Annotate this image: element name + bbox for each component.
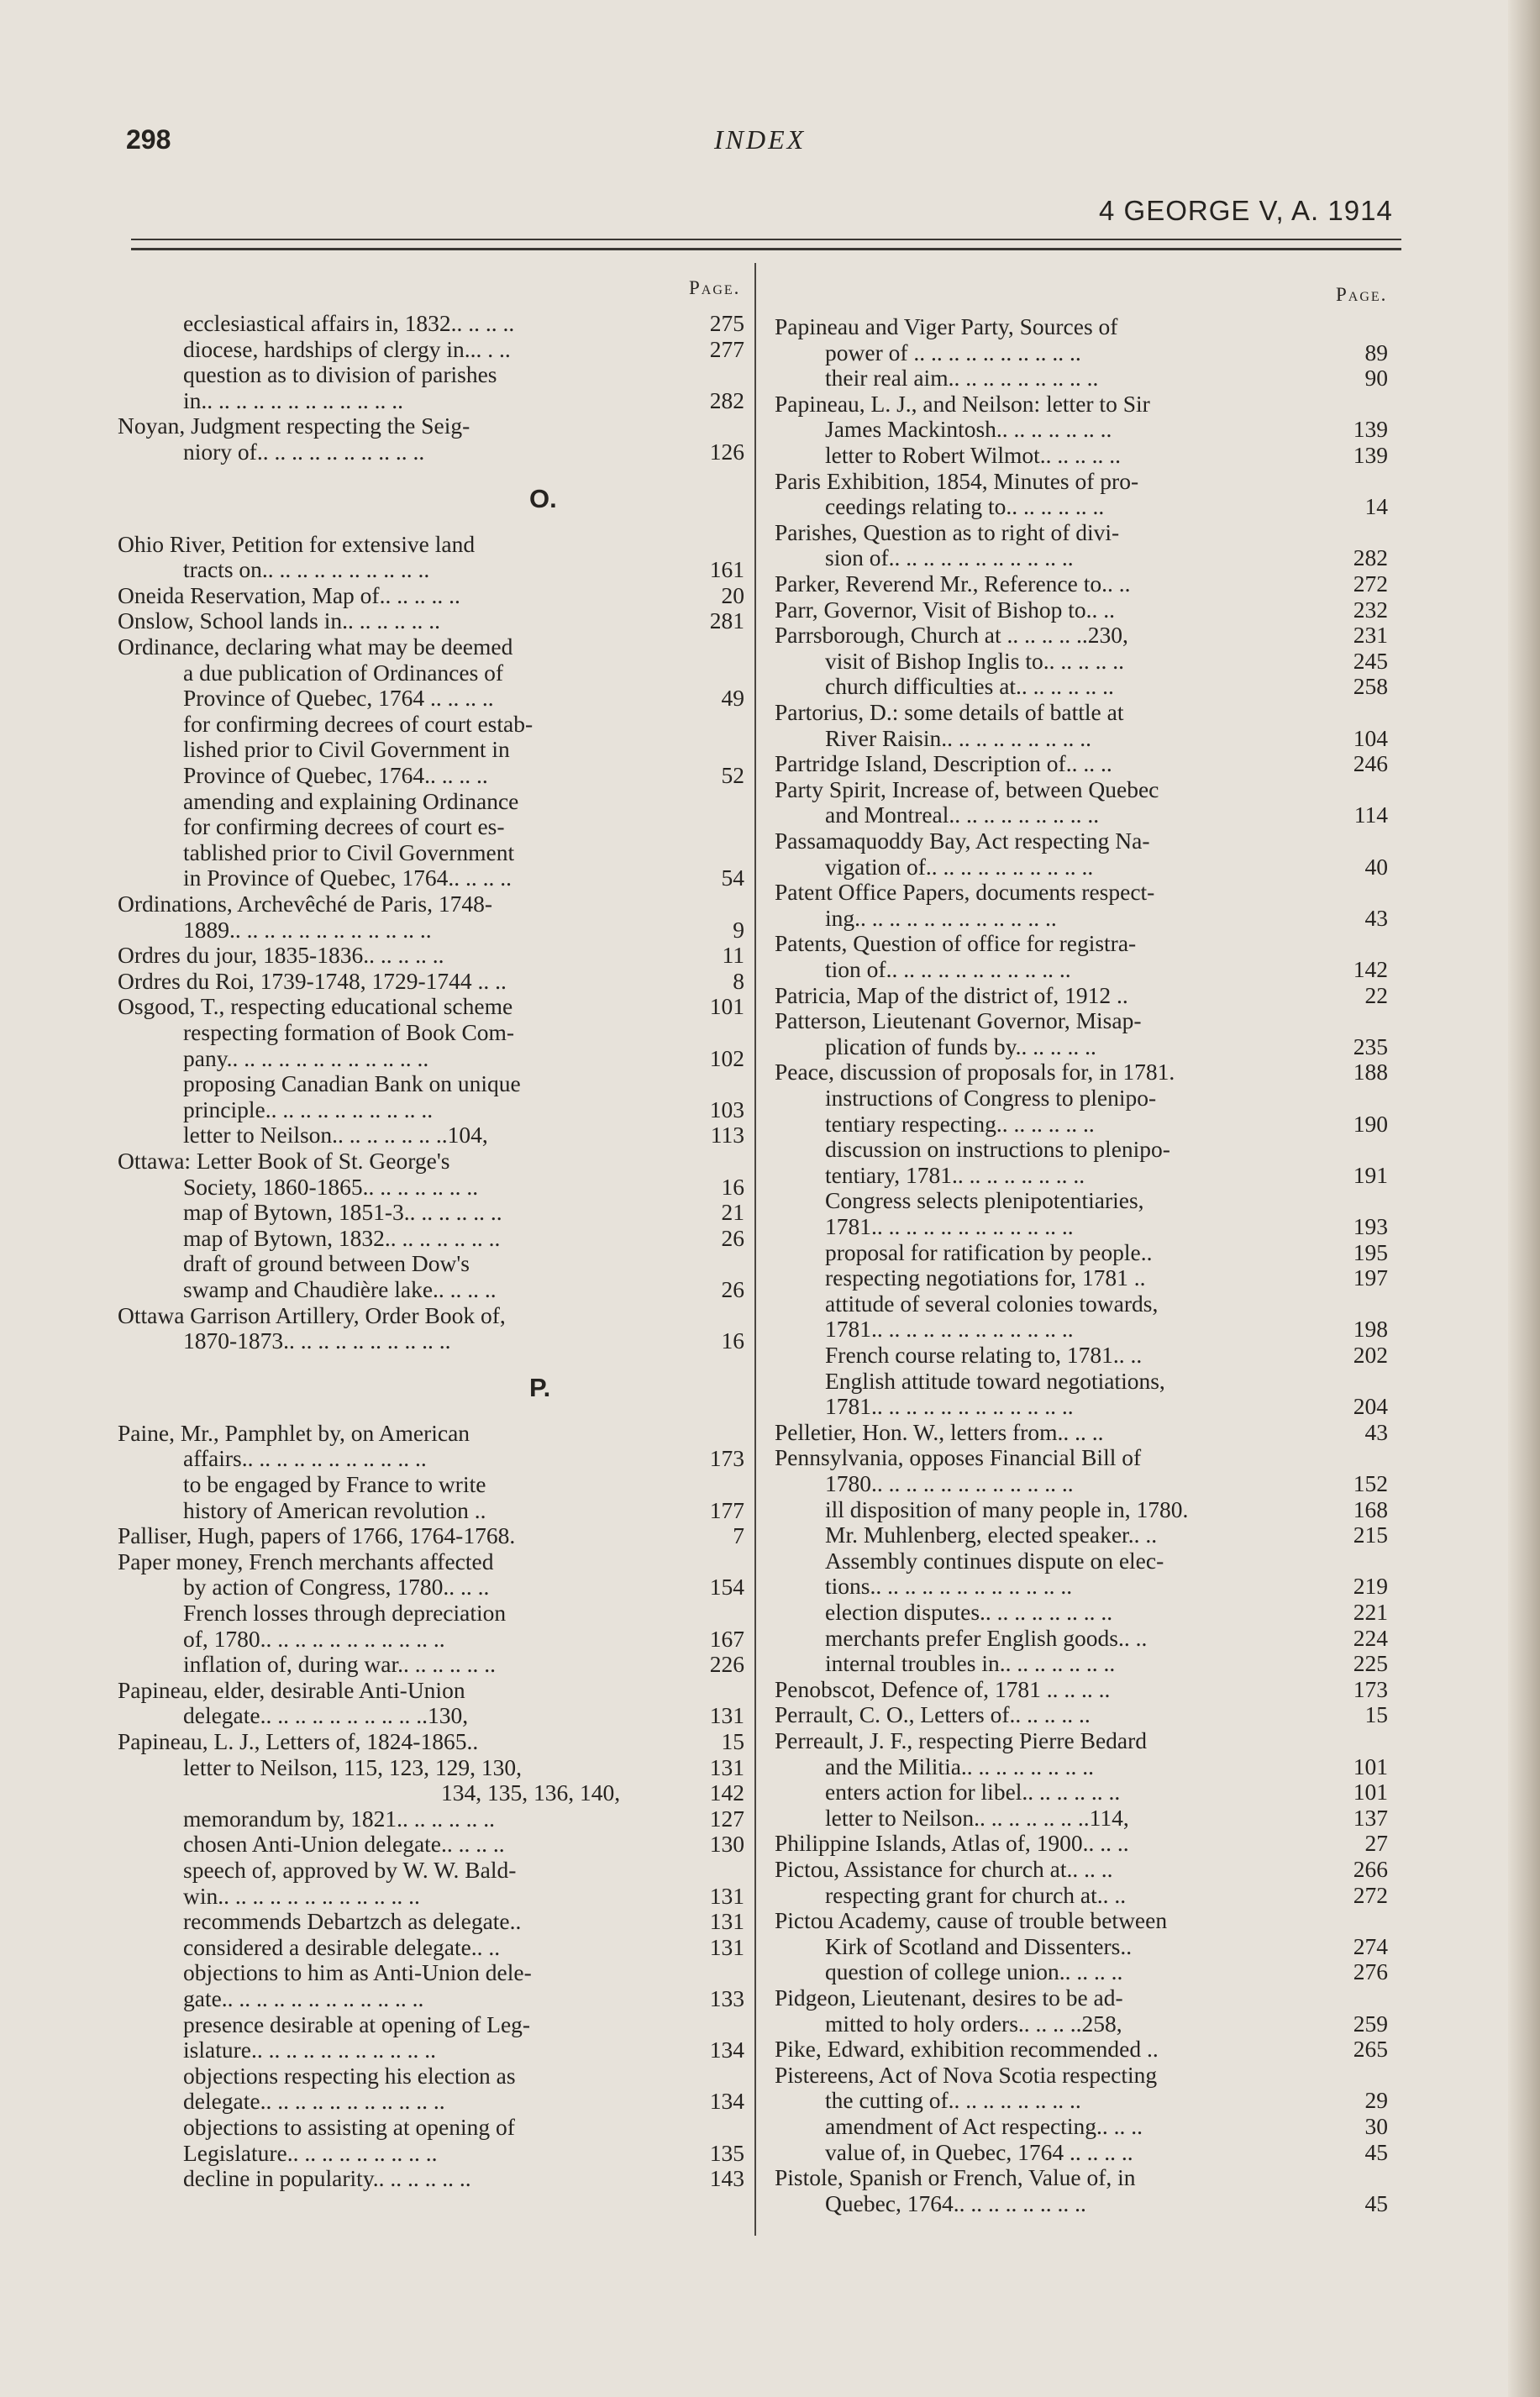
page-reference: 135 <box>709 2140 744 2166</box>
entry-text: 1870-1873.. .. .. .. .. .. .. .. .. .. <box>183 1327 451 1354</box>
entry-text: gate.. .. .. .. .. .. .. .. .. .. .. .. <box>183 1985 424 2011</box>
page-reference: 221 <box>1353 1599 1388 1625</box>
entry-text: Assembly continues dispute on elec- <box>825 1548 1164 1574</box>
entry-text: church difficulties at.. .. .. .. .. .. <box>825 673 1114 699</box>
page-reference: 197 <box>1353 1264 1388 1290</box>
page-reference: 167 <box>709 1626 744 1652</box>
entry-text: to be engaged by France to write <box>183 1471 486 1497</box>
page-reference: 282 <box>1353 544 1388 570</box>
entry-text: diocese, hardships of clergy in... . .. <box>183 336 511 362</box>
page-reference: 275 <box>709 310 744 336</box>
entry-text: Pictou, Assistance for church at.. .. .. <box>775 1856 1113 1882</box>
entry-text: tracts on.. .. .. .. .. .. .. .. .. .. <box>183 556 430 582</box>
page-reference: 245 <box>1353 648 1388 674</box>
entry-text: Ordres du Roi, 1739-1748, 1729-1744 .. .. <box>118 968 507 994</box>
entry-text: Perreault, J. F., respecting Pierre Bedard <box>775 1727 1148 1753</box>
entry-text: for confirming decrees of court estab- <box>183 711 533 737</box>
entry-text: 1781.. .. .. .. .. .. .. .. .. .. .. .. <box>825 1213 1074 1239</box>
page-reference: 281 <box>709 607 744 633</box>
entry-text: James Mackintosh.. .. .. .. .. .. .. <box>825 416 1112 442</box>
page-reference: 246 <box>1353 750 1388 776</box>
entry-text: draft of ground between Dow's <box>183 1250 470 1276</box>
entry-text: Ottawa Garrison Artillery, Order Book of, <box>118 1302 506 1328</box>
entry-text: tentiary, 1781.. .. .. .. .. .. .. .. <box>825 1162 1085 1188</box>
entry-text: Noyan, Judgment respecting the Seig- <box>118 413 470 439</box>
page-reference: 40 <box>1364 854 1388 880</box>
page-reference: 20 <box>721 582 744 608</box>
page-reference: 29 <box>1364 2087 1388 2113</box>
page-reference: 215 <box>1353 1522 1388 1548</box>
page-reference: 101 <box>709 993 744 1019</box>
entry-text: Province of Quebec, 1764.. .. .. .. <box>183 762 488 788</box>
entry-text: plication of funds by.. .. .. .. .. <box>825 1033 1096 1059</box>
page-reference: 49 <box>721 685 744 711</box>
page-reference: 126 <box>709 439 744 465</box>
entry-text: their real aim.. .. .. .. .. .. .. .. .. <box>825 365 1099 391</box>
entry-text: mitted to holy orders.. .. .. ..258, <box>825 2011 1122 2037</box>
page-reference: 274 <box>1353 1933 1388 1959</box>
page-reference: 225 <box>1353 1650 1388 1676</box>
entry-text: decline in popularity.. .. .. .. .. .. <box>183 2165 471 2191</box>
entry-text: letter to Robert Wilmot.. .. .. .. .. <box>825 442 1122 468</box>
page-reference: 226 <box>709 1651 744 1677</box>
column-divider <box>754 263 756 2236</box>
page-reference: 188 <box>1353 1059 1388 1085</box>
page-reference: 137 <box>1353 1805 1388 1831</box>
entry-text: Philippine Islands, Atlas of, 1900.. .. .. <box>775 1830 1129 1856</box>
entry-text: Ohio River, Petition for extensive land <box>118 531 476 557</box>
page-reference: 139 <box>1353 416 1388 442</box>
page-reference: 134 <box>709 2088 744 2114</box>
page-reference: 52 <box>721 762 744 788</box>
left-page-heading: Page. <box>689 277 741 298</box>
entry-text: Oneida Reservation, Map of.. .. .. .. .. <box>118 582 460 608</box>
page-reference: 11 <box>722 942 744 968</box>
entry-text: Parishes, Question as to right of divi- <box>775 519 1120 545</box>
entry-text: Palliser, Hugh, papers of 1766, 1764-1768. <box>118 1522 516 1548</box>
page-reference: 195 <box>1353 1239 1388 1265</box>
entry-text: Pike, Edward, exhibition recommended .. <box>775 2036 1159 2062</box>
page-reference: 130 <box>709 1831 744 1857</box>
entry-text: Perrault, C. O., Letters of.. .. .. .. .. <box>775 1701 1091 1727</box>
entry-text: letter to Neilson.. .. .. .. .. .. ..114, <box>825 1805 1129 1831</box>
entry-text: Paper money, French merchants affected <box>118 1548 494 1574</box>
entry-text: Pictou Academy, cause of trouble between <box>775 1907 1168 1933</box>
entry-text: by action of Congress, 1780.. .. .. <box>183 1574 490 1600</box>
entry-text: Patent Office Papers, documents respect- <box>775 879 1155 905</box>
entry-text: Party Spirit, Increase of, between Quebec <box>775 776 1159 802</box>
entry-text: letter to Neilson, 115, 123, 129, 130, <box>183 1754 523 1780</box>
entry-text: and the Militia.. .. .. .. .. .. .. .. <box>825 1753 1095 1779</box>
page-reference: 134 <box>709 2037 744 2063</box>
section-letter: O. <box>529 483 557 513</box>
entry-text: visit of Bishop Inglis to.. .. .. .. .. <box>825 648 1124 674</box>
page-reference: 133 <box>709 1985 744 2011</box>
page-reference: 89 <box>1364 339 1388 365</box>
entry-text: map of Bytown, 1832.. .. .. .. .. .. .. <box>183 1225 501 1251</box>
entry-text: delegate.. .. .. .. .. .. .. .. .. .. .. <box>183 2088 445 2114</box>
entry-text: Paine, Mr., Pamphlet by, on American <box>118 1420 470 1446</box>
entry-text: Pidgeon, Lieutenant, desires to be ad- <box>775 1984 1123 2011</box>
entry-text: Papineau, L. J., and Neilson: letter to Sir <box>775 391 1150 417</box>
entry-text: niory of.. .. .. .. .. .. .. .. .. .. <box>183 439 425 465</box>
page-reference: 26 <box>721 1276 744 1302</box>
entry-text: Ottawa: Letter Book of St. George's <box>118 1148 450 1174</box>
entry-text: Passamaquoddy Bay, Act respecting Na- <box>775 828 1150 854</box>
page-reference: 202 <box>1353 1342 1388 1368</box>
page-reference: 143 <box>709 2165 744 2191</box>
page-reference: 103 <box>709 1096 744 1122</box>
entry-text: Patents, Question of office for registra- <box>775 930 1137 956</box>
entry-text: islature.. .. .. .. .. .. .. .. .. .. .. <box>183 2037 436 2063</box>
page-reference: 235 <box>1353 1033 1388 1059</box>
entry-text: Ordinance, declaring what may be deemed <box>118 633 513 660</box>
entry-text: memorandum by, 1821.. .. .. .. .. .. <box>183 1806 495 1832</box>
entry-text: merchants prefer English goods.. .. <box>825 1625 1148 1651</box>
entry-text: Parker, Reverend Mr., Reference to.. .. <box>775 570 1131 597</box>
entry-text: tions.. .. .. .. .. .. .. .. .. .. .. .. <box>825 1573 1073 1599</box>
page-reference: 265 <box>1353 2036 1388 2062</box>
entry-text: discussion on instructions to plenipo- <box>825 1136 1170 1162</box>
entry-text: swamp and Chaudière lake.. .. .. .. <box>183 1276 497 1302</box>
entry-text: for confirming decrees of court es- <box>183 813 505 839</box>
page-reference: 231 <box>1353 622 1388 648</box>
entry-text: Pistereens, Act of Nova Scotia respecting <box>775 2062 1158 2088</box>
page-reference: 21 <box>721 1199 744 1225</box>
entry-text: power of .. .. .. .. .. .. .. .. .. .. <box>825 339 1081 365</box>
entry-text: a due publication of Ordinances of <box>183 660 504 686</box>
entry-text: amending and explaining Ordinance <box>183 788 519 814</box>
entry-text: Penobscot, Defence of, 1781 .. .. .. .. <box>775 1676 1111 1702</box>
entry-text: Osgood, T., respecting educational scheme <box>118 993 513 1019</box>
entry-text: amendment of Act respecting.. .. .. <box>825 2113 1143 2139</box>
entry-text: considered a desirable delegate.. .. <box>183 1934 501 1960</box>
entry-text: 1781.. .. .. .. .. .. .. .. .. .. .. .. <box>825 1316 1074 1342</box>
page-reference: 45 <box>1364 2190 1388 2216</box>
entry-text: enters action for libel.. .. .. .. .. .. <box>825 1779 1121 1805</box>
header-rule-thin <box>131 239 1401 240</box>
page-reference: 232 <box>1353 597 1388 623</box>
session-heading: 4 GEORGE V, A. 1914 <box>1099 195 1393 226</box>
page-reference: 101 <box>1353 1779 1388 1805</box>
entry-text: speech of, approved by W. W. Bald- <box>183 1857 517 1883</box>
page-reference: 272 <box>1353 1882 1388 1908</box>
page-reference: 139 <box>1353 442 1388 468</box>
entry-text: Parrsborough, Church at .. .. .. .. ..230, <box>775 622 1128 648</box>
entry-text: of, 1780.. .. .. .. .. .. .. .. .. .. .. <box>183 1626 445 1652</box>
entry-text: question of college union.. .. .. .. <box>825 1958 1123 1984</box>
running-head: INDEX <box>714 124 807 155</box>
entry-text: principle.. .. .. .. .. .. .. .. .. .. <box>183 1096 434 1122</box>
page-reference: 114 <box>1353 802 1388 828</box>
entry-text: affairs.. .. .. .. .. .. .. .. .. .. .. <box>183 1445 427 1471</box>
page-reference: 22 <box>1364 982 1388 1008</box>
entry-text: and Montreal.. .. .. .. .. .. .. .. .. <box>825 802 1100 828</box>
header-rule-thick <box>131 248 1401 250</box>
entry-text: Papineau and Viger Party, Sources of <box>775 313 1118 339</box>
entry-text: 134, 135, 136, 140, <box>441 1779 621 1806</box>
page-reference: 15 <box>721 1728 744 1754</box>
page-reference: 272 <box>1353 570 1388 597</box>
page-reference: 131 <box>709 1908 744 1934</box>
page-reference: 198 <box>1353 1316 1388 1342</box>
right-page-heading: Page. <box>1336 284 1388 305</box>
page-reference: 16 <box>721 1174 744 1200</box>
entry-text: lished prior to Civil Government in <box>183 736 510 762</box>
page-reference: 104 <box>1353 725 1388 751</box>
entry-text: 1780.. .. .. .. .. .. .. .. .. .. .. .. <box>825 1470 1074 1496</box>
entry-text: Pennsylvania, opposes Financial Bill of <box>775 1444 1142 1470</box>
entry-text: chosen Anti-Union delegate.. .. .. .. <box>183 1831 505 1857</box>
entry-text: sion of.. .. .. .. .. .. .. .. .. .. .. <box>825 544 1074 570</box>
page-reference: 219 <box>1353 1573 1388 1599</box>
page-reference: 101 <box>1353 1753 1388 1779</box>
entry-text: in Province of Quebec, 1764.. .. .. .. <box>183 865 512 891</box>
page-reference: 173 <box>709 1445 744 1471</box>
page-reference: 282 <box>709 387 744 413</box>
page-reference: 14 <box>1364 493 1388 519</box>
entry-text: Province of Quebec, 1764 .. .. .. .. <box>183 685 494 711</box>
entry-text: ing.. .. .. .. .. .. .. .. .. .. .. .. <box>825 905 1057 931</box>
page-reference: 204 <box>1353 1393 1388 1419</box>
entry-text: win.. .. .. .. .. .. .. .. .. .. .. .. <box>183 1883 420 1909</box>
entry-text: attitude of several colonies towards, <box>825 1290 1159 1317</box>
entry-text: Parr, Governor, Visit of Bishop to.. .. <box>775 597 1116 623</box>
page-reference: 131 <box>709 1934 744 1960</box>
entry-text: Paris Exhibition, 1854, Minutes of pro- <box>775 468 1139 494</box>
entry-text: Partridge Island, Description of.. .. .. <box>775 750 1112 776</box>
entry-text: respecting grant for church at.. .. <box>825 1882 1127 1908</box>
page-reference: 131 <box>709 1754 744 1780</box>
page-reference: 191 <box>1353 1162 1388 1188</box>
entry-text: in.. .. .. .. .. .. .. .. .. .. .. .. <box>183 387 404 413</box>
entry-text: pany.. .. .. .. .. .. .. .. .. .. .. .. <box>183 1045 429 1071</box>
page-reference: 154 <box>709 1574 744 1600</box>
page-reference: 30 <box>1364 2113 1388 2139</box>
entry-text: question as to division of parishes <box>183 361 497 387</box>
entry-text: presence desirable at opening of Leg- <box>183 2011 531 2037</box>
page-reference: 193 <box>1353 1213 1388 1239</box>
entry-text: Partorius, D.: some details of battle at <box>775 699 1124 725</box>
page-reference: 113 <box>710 1122 744 1148</box>
page-reference: 45 <box>1364 2139 1388 2165</box>
entry-text: ill disposition of many people in, 1780. <box>825 1496 1189 1522</box>
page-reference: 224 <box>1353 1625 1388 1651</box>
entry-text: objections to him as Anti-Union dele- <box>183 1959 532 1985</box>
page-reference: 142 <box>709 1779 744 1806</box>
entry-text: vigation of.. .. .. .. .. .. .. .. .. .. <box>825 854 1094 880</box>
entry-text: Mr. Muhlenberg, elected speaker.. .. <box>825 1522 1158 1548</box>
entry-text: Congress selects plenipotentiaries, <box>825 1187 1144 1213</box>
entry-text: respecting negotiations for, 1781 .. <box>825 1264 1146 1290</box>
entry-text: Ordres du jour, 1835-1836.. .. .. .. .. <box>118 942 444 968</box>
page-reference: 276 <box>1353 1958 1388 1984</box>
entry-text: instructions of Congress to plenipo- <box>825 1085 1157 1111</box>
entry-text: proposal for ratification by people.. <box>825 1239 1153 1265</box>
entry-text: recommends Debartzch as delegate.. <box>183 1908 522 1934</box>
page-reference: 127 <box>709 1806 744 1832</box>
entry-text: French course relating to, 1781.. .. <box>825 1342 1143 1368</box>
entry-text: Society, 1860-1865.. .. .. .. .. .. .. <box>183 1174 479 1200</box>
page-reference: 161 <box>709 556 744 582</box>
page-reference: 190 <box>1353 1111 1388 1137</box>
page-edge-shadow <box>1508 0 1540 2397</box>
entry-text: delegate.. .. .. .. .. .. .. .. .. ..130, <box>183 1702 469 1728</box>
page-reference: 168 <box>1353 1496 1388 1522</box>
entry-text: tion of.. .. .. .. .. .. .. .. .. .. .. <box>825 956 1071 982</box>
entry-text: Patterson, Lieutenant Governor, Misap- <box>775 1007 1142 1033</box>
page-reference: 266 <box>1353 1856 1388 1882</box>
page-reference: 43 <box>1364 1419 1388 1445</box>
page-reference: 142 <box>1353 956 1388 982</box>
page-reference: 26 <box>721 1225 744 1251</box>
page-reference: 258 <box>1353 673 1388 699</box>
entry-text: Papineau, L. J., Letters of, 1824-1865.. <box>118 1728 479 1754</box>
entry-text: 1781.. .. .. .. .. .. .. .. .. .. .. .. <box>825 1393 1074 1419</box>
entry-text: internal troubles in.. .. .. .. .. .. .. <box>825 1650 1116 1676</box>
page-reference: 15 <box>1364 1701 1388 1727</box>
page-reference: 43 <box>1364 905 1388 931</box>
entry-text: inflation of, during war.. .. .. .. .. .. <box>183 1651 496 1677</box>
entry-text: ceedings relating to.. .. .. .. .. .. <box>825 493 1105 519</box>
entry-text: English attitude toward negotiations, <box>825 1368 1165 1394</box>
page-reference: 131 <box>709 1702 744 1728</box>
entry-text: the cutting of.. .. .. .. .. .. .. .. <box>825 2087 1081 2113</box>
page-reference: 8 <box>733 968 744 994</box>
entry-text: tablished prior to Civil Government <box>183 839 515 865</box>
entry-text: 1889.. .. .. .. .. .. .. .. .. .. .. .. <box>183 917 432 943</box>
entry-text: Papineau, elder, desirable Anti-Union <box>118 1677 465 1703</box>
page-reference: 9 <box>733 917 744 943</box>
entry-text: objections respecting his election as <box>183 2063 516 2089</box>
section-letter: P. <box>529 1372 551 1402</box>
page-reference: 90 <box>1364 365 1388 391</box>
page-reference: 27 <box>1364 1830 1388 1856</box>
entry-text: letter to Neilson.. .. .. .. .. .. ..104, <box>183 1122 488 1148</box>
page-reference: 16 <box>721 1327 744 1354</box>
entry-text: respecting formation of Book Com- <box>183 1019 515 1045</box>
entry-text: Onslow, School lands in.. .. .. .. .. .. <box>118 607 440 633</box>
page-reference: 259 <box>1353 2011 1388 2037</box>
entry-text: proposing Canadian Bank on unique <box>183 1070 521 1096</box>
entry-text: objections to assisting at opening of <box>183 2114 515 2140</box>
entry-text: Quebec, 1764.. .. .. .. .. .. .. .. <box>825 2190 1086 2216</box>
page-reference: 152 <box>1353 1470 1388 1496</box>
entry-text: history of American revolution .. <box>183 1497 486 1523</box>
entry-text: Kirk of Scotland and Dissenters.. <box>825 1933 1133 1959</box>
entry-text: Pelletier, Hon. W., letters from.. .. .. <box>775 1419 1104 1445</box>
page-reference: 7 <box>733 1522 744 1548</box>
entry-text: River Raisin.. .. .. .. .. .. .. .. .. <box>825 725 1092 751</box>
page-reference: 102 <box>709 1045 744 1071</box>
entry-text: Legislature.. .. .. .. .. .. .. .. .. <box>183 2140 438 2166</box>
entry-text: Pistole, Spanish or French, Value of, in <box>775 2164 1136 2190</box>
entry-text: ecclesiastical affairs in, 1832.. .. .. .. <box>183 310 515 336</box>
page-number: 298 <box>126 124 171 155</box>
page-reference: 54 <box>721 865 744 891</box>
entry-text: French losses through depreciation <box>183 1600 507 1626</box>
entry-text: value of, in Quebec, 1764 .. .. .. .. <box>825 2139 1133 2165</box>
page-reference: 131 <box>709 1883 744 1909</box>
entry-text: Peace, discussion of proposals for, in 1781. <box>775 1059 1175 1085</box>
entry-text: map of Bytown, 1851-3.. .. .. .. .. .. <box>183 1199 502 1225</box>
entry-text: election disputes.. .. .. .. .. .. .. .. <box>825 1599 1113 1625</box>
page-reference: 177 <box>709 1497 744 1523</box>
page-reference: 277 <box>709 336 744 362</box>
entry-text: Ordinations, Archevêché de Paris, 1748- <box>118 891 492 917</box>
page-reference: 173 <box>1353 1676 1388 1702</box>
entry-text: tentiary respecting.. .. .. .. .. .. <box>825 1111 1095 1137</box>
entry-text: Patricia, Map of the district of, 1912 .. <box>775 982 1128 1008</box>
